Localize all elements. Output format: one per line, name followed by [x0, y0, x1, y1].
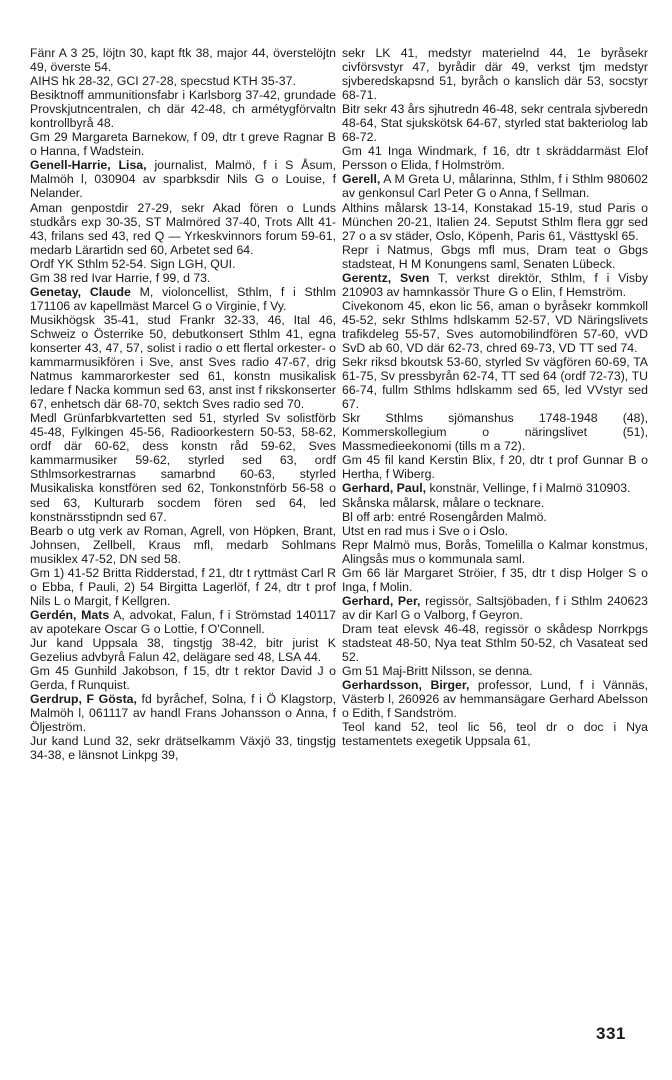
entry-paragraph — [342, 566, 648, 594]
entry-text: Teol kand 52, teol lic 56, teol dr o doc i Nya testamentets exegetik Uppsala 61, — [342, 720, 648, 749]
entry-text: Sekr riksd bkoutsk 53-60, styrled Sv vägfören 60-69, TA 61-75, Sv pressbyrån 62-74, TT sed 64 (ordf 72-73), TU 66-74, fullm Sthlms hdlskamm sed 65, led VVstyr sed 67. — [342, 355, 648, 412]
right-text-column — [342, 46, 648, 748]
entry-text: Ordf YK Sthlm 52-54. Sign LGH, QUI. — [30, 256, 236, 271]
entry-paragraph — [342, 271, 648, 299]
entry-text: Gm 45 fil kand Kerstin Blix, f 20, dtr t prof Gunnar B o Hertha, f Wiberg. — [342, 453, 648, 482]
entry-paragraph — [342, 510, 648, 524]
entry-paragraph — [30, 524, 336, 566]
entry-text: fd byråchef, Solna, f i Ö Klagstorp, Malmöh l, 061117 av handl Frans Johansson o Anna, f Öljeström. — [30, 692, 336, 735]
entry-paragraph — [342, 622, 648, 664]
entry-text: Fänr A 3 25, löjtn 30, kapt ftk 38, major 44, överstelöjtn 49, överste 54. — [30, 46, 336, 75]
entry-text: Gm 45 Gunhild Jakobson, f 15, dtr t rektor David J o Gerda, f Runquist. — [30, 664, 336, 693]
entry-paragraph — [30, 313, 336, 411]
entry-paragraph — [342, 453, 648, 481]
entry-text: Civekonom 45, ekon lic 56, aman o byråsekr kommkoll 45-52, sekr Sthlms hdlskamm 52-57, VD Näringslivets trafikdeleg 55-57, Sves automobilindfören 57-60, vVD SvD ab 60, VD där 62-73, chred 69-73, VD TT sed 74. — [342, 298, 648, 355]
entry-paragraph — [30, 664, 336, 692]
entry-paragraph — [30, 608, 336, 636]
entry-text: T, verkst direktör, Sthlm, f i Visby 210903 av hamnkassör Thure G o Elin, f Hemström. — [342, 270, 649, 299]
entry-text: Gm 29 Margareta Barnekow, f 09, dtr t greve Ragnar B o Hanna, f Wadstein. — [30, 130, 336, 159]
left-text-column — [30, 46, 336, 762]
entry-paragraph — [30, 734, 336, 762]
entry-text: Jur kand Uppsala 38, tingstjg 38-42, bitr jurist K Gezelius advbyrå Falun 42, delägare sed 48, LSA 44. — [30, 635, 336, 665]
entry-paragraph — [342, 102, 648, 144]
entry-paragraph — [342, 299, 648, 355]
entry-paragraph — [342, 144, 648, 172]
entry-paragraph — [342, 243, 648, 271]
entry-text: Jur kand Lund 32, sekr drätselkamm Växjö 33, tingstjg 34-38, e länsnot Linkpg 39, — [30, 734, 336, 763]
entry-paragraph — [342, 524, 648, 538]
entry-paragraph — [30, 692, 336, 734]
entry-paragraph — [30, 88, 336, 130]
entry-text: Bearb o utg verk av Roman, Agrell, von Höpken, Brant, Johnsen, Zellbell, Kraus mfl, medarb Sohlmans musiklex 47-52, DN sed 58. — [30, 523, 336, 566]
entry-text: Utst en rad mus i Sve o i Oslo. — [342, 523, 509, 538]
entry-text: Althins målarsk 13-14, Konstakad 15-19, stud Paris o München 20-21, Italien 24. Seputst Sthlm flera ggr sed 27 o a sv städer, Oslo, Köpenh, Paris 61, Västtyskl 65. — [342, 200, 648, 243]
page-number: 331 — [596, 1024, 626, 1043]
entry-text: A M Greta U, målarinna, Sthlm, f i Sthlm 980602 av genkonsul Carl Peter G o Anna, f Sellman. — [342, 172, 648, 201]
entry-headword: Gerhard, Paul, — [342, 481, 427, 496]
entry-text: sekr LK 41, medstyr materielnd 44, 1e byråsekr civförsvstyr 47, byrådir där 49, verkst tjm medstyr sjvberedskapsnd 51, byråch o kanslich där 53, socstyr 68-71. — [342, 46, 648, 103]
entry-text: Repr Malmö mus, Borås, Tomelilla o Kalmar konstmus, Alingsås mus o kommunala saml. — [342, 537, 648, 566]
entry-paragraph — [342, 411, 648, 453]
entry-headword: Gerell, — [342, 172, 381, 187]
entry-paragraph — [342, 594, 648, 622]
entry-headword: Genell-Harrie, Lisa, — [30, 158, 147, 173]
entry-text: Bitr sekr 43 års sjhutredn 46-48, sekr centrala sjvberedn 48-64, Stat sjukskötsk 64-67, styrled stat bakteriolog lab 68-72. — [342, 102, 648, 145]
entry-text: Besiktnoff ammunitionsfabr i Karlsborg 37-42, grundade Provskjutncentralen, ch där 42-48, ch armétygförvaltn kontrollbyrå 48. — [30, 88, 336, 131]
entry-headword: Genetay, Claude — [30, 284, 131, 299]
entry-paragraph — [30, 411, 336, 523]
entry-text: Gm 66 lär Margaret Ströier, f 35, dtr t disp Holger S o Inga, f Molin. — [342, 565, 648, 594]
entry-text: A, advokat, Falun, f i Strömstad 140117 av apotekare Oscar G o Lottie, f O'Connell. — [30, 607, 336, 636]
entry-text: Gm 1) 41-52 Britta Ridderstad, f 21, dtr t ryttmäst Carl R o Ebba, f Pauli, 2) 54 Birgitta Lagerlöf, f 24, dtr t prof Nils L o Margit, f Kellgren. — [30, 565, 336, 608]
entry-paragraph — [30, 566, 336, 608]
entry-text: Skr Sthlms sjömanshus 1748-1948 (48), Kommerskollegium o näringslivet (51), Massmedieekonomi (tills m a 72). — [342, 411, 648, 454]
entry-headword: Gerhardsson, Birger, — [342, 678, 470, 693]
entry-paragraph — [30, 46, 336, 74]
entry-text: regissör, Saltsjöbaden, f i Sthlm 240623 av dir Karl G o Valborg, f Geyron. — [342, 593, 649, 622]
entry-text: Bl off arb: entré Rosengården Malmö. — [342, 509, 547, 524]
entry-headword: Gerhard, Per, — [342, 593, 421, 608]
entry-text: Gm 38 red Ivar Harrie, f 99, d 73. — [30, 270, 211, 285]
entry-paragraph — [342, 538, 648, 566]
entry-headword: Gerdrup, F Gösta, — [30, 692, 137, 707]
entry-paragraph — [30, 201, 336, 257]
entry-paragraph — [30, 285, 336, 313]
entry-text: Dram teat elevsk 46-48, regissör o skådesp Norrkpgs stadsteat 48-50, Nya teat Sthlm 50-52, ch Vasateat sed 52. — [342, 621, 648, 665]
entry-paragraph — [30, 130, 336, 158]
entry-paragraph — [30, 271, 336, 285]
entry-headword: Gerentz, Sven — [342, 270, 430, 285]
entry-paragraph — [342, 496, 648, 510]
entry-headword: Gerdén, Mats — [30, 607, 110, 622]
entry-text: Gm 41 Inga Windmark, f 16, dtr t skräddarmäst Elof Persson o Elida, f Holmström. — [342, 144, 648, 173]
entry-paragraph — [30, 257, 336, 271]
entry-paragraph — [342, 46, 648, 102]
entry-paragraph — [30, 636, 336, 664]
entry-text: konstnär, Vellinge, f i Malmö 310903. — [426, 481, 631, 496]
entry-text: Repr i Natmus, Gbgs mfl mus, Dram teat o Gbgs stadsteat, H M Konungens saml, Senaten Lübeck. — [342, 242, 648, 271]
entry-paragraph — [342, 355, 648, 411]
entry-paragraph — [342, 481, 648, 495]
entry-paragraph — [342, 720, 648, 748]
entry-text: AIHS hk 28-32, GCI 27-28, specstud KTH 35-37. — [30, 74, 296, 89]
entry-text: Musikhögsk 35-41, stud Frankr 32-33, 46, Ital 46, Schweiz o Österrike 50, debutkonsert Sthlm 41, egna konserter 43, 47, 57, solist i radio o ett flertal orkester- o kammarmusikfören i Sve, anst Sves radio 47-67, drig Natmus kammarorkester sed 61, konstn musikalisk ledare f Nacka kommun sed 63, anst inst f rikskonserter 67, enhetsch där 68-70, sektch Sves radio sed 70. — [30, 312, 336, 412]
entry-text: professor, Lund, f i Vännäs, Västerb l, 260926 av hemmansägare Gerhard Abelsson o Edith, f Sandström. — [342, 678, 649, 721]
entry-text: Skånska målarsk, målare o tecknare. — [342, 495, 545, 510]
entry-paragraph — [342, 201, 648, 243]
entry-text: Gm 51 Maj-Britt Nilsson, se denna. — [342, 664, 533, 679]
entry-text: Medl Grünfarbkvartetten sed 51, styrled Sv solistförb 45-48, Fylkingen 45-56, Radioorkestern 50-53, 58-62, ordf där 60-62, dess konstn råd 59-62, Sves kammarmusiker 59-62, styrled sed 63, ordf Sthlmsorkestrarnas samarbnd 60-63, styrled Musikaliska konstfören sed 62, Tonkonstnförb 56-58 o sed 63, Kulturarb socdem fören sed 64, led konstnärsstipndn sed 67. — [30, 411, 336, 524]
entry-text: M, violoncellist, Sthlm, f i Sthlm 171106 av kapellmäst Marcel G o Virginie, f Vy. — [30, 284, 336, 313]
entry-text: journalist, Malmö, f i S Åsum, Malmöh l, 030904 av sparbksdir Nils G o Louise, f Nelander. — [30, 158, 337, 201]
entry-paragraph — [30, 74, 336, 88]
entry-paragraph — [342, 664, 648, 678]
entry-text: Aman genpostdir 27-29, sekr Akad fören o Lunds studkårs exp 30-35, ST Malmöred 37-40, Trots Allt 41-43, frilans sed 43, red Q — Yrkeskvinnors forum 59-61, medarb Lärartidn sed 60, Arbetet sed 64. — [30, 200, 336, 257]
entry-paragraph — [342, 678, 648, 720]
entry-paragraph — [342, 172, 648, 200]
entry-paragraph — [30, 158, 336, 200]
